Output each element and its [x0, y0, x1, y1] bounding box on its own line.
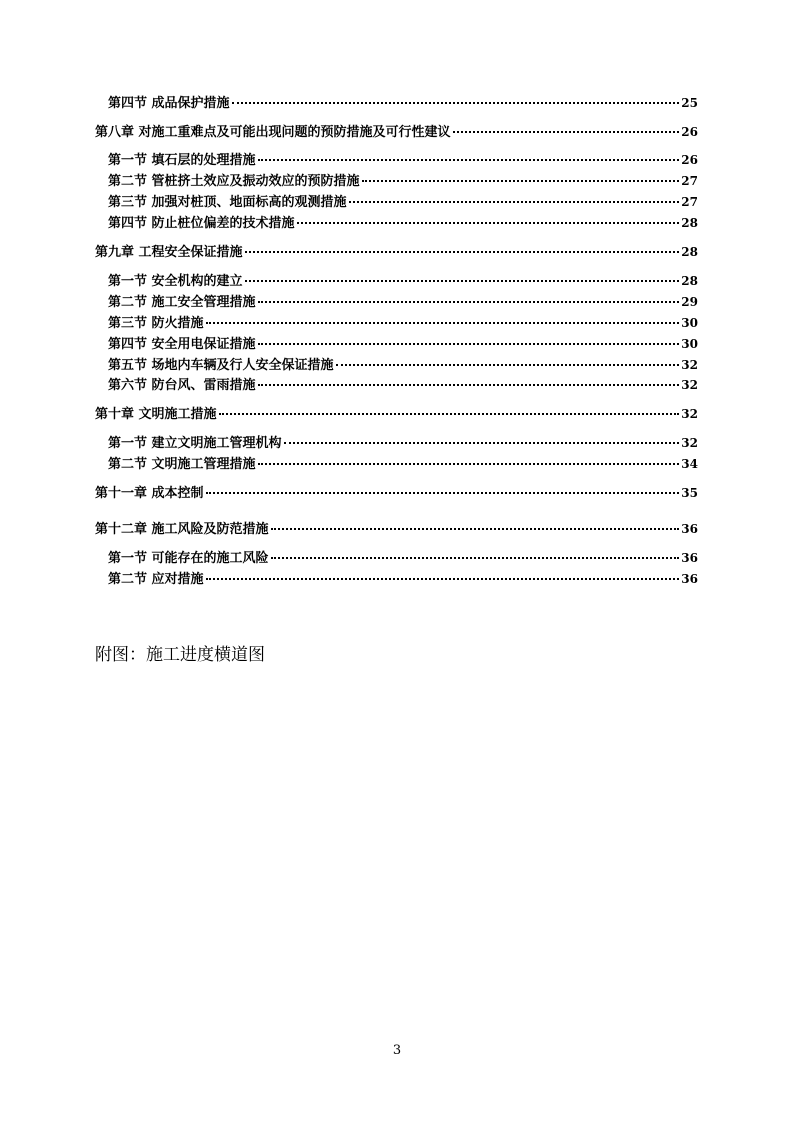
page-number: 3 [392, 1043, 402, 1058]
toc-entry[interactable] [108, 194, 698, 211]
toc-entry-title: 第十一章 成本控制 [95, 486, 204, 501]
toc-entry-page: 27 [681, 174, 698, 188]
toc-entry-page: 28 [681, 216, 698, 230]
toc-entry[interactable] [95, 124, 698, 141]
toc-entry-page: 36 [681, 522, 698, 536]
dot-leader [206, 492, 680, 494]
toc-entry[interactable] [108, 336, 698, 353]
toc-entry-title: 第八章 对施工重难点及可能出现问题的预防措施及可行性建议 [95, 125, 451, 140]
toc-entry[interactable] [108, 215, 698, 232]
dot-leader [258, 384, 680, 386]
dot-leader [206, 578, 680, 580]
dot-leader [284, 442, 680, 444]
toc-entry-title: 第四节 防止桩位偏差的技术措施 [108, 216, 295, 231]
toc-entry-page: 32 [681, 436, 698, 450]
toc-entry[interactable] [95, 485, 698, 502]
toc-entry-page: 26 [681, 125, 698, 139]
dot-leader [258, 301, 680, 303]
dot-leader [206, 322, 680, 324]
dot-leader [453, 131, 680, 133]
toc-entry[interactable] [108, 435, 698, 452]
dot-leader [258, 463, 680, 465]
toc-entry-title: 第一节 安全机构的建立 [108, 274, 243, 289]
toc-entry[interactable] [108, 273, 698, 290]
dot-leader [245, 251, 680, 253]
dot-leader [349, 201, 680, 203]
toc-entry[interactable] [95, 521, 698, 538]
toc-entry-title: 第十二章 施工风险及防范措施 [95, 522, 269, 537]
toc-entry-page: 36 [681, 572, 698, 586]
toc-entry-page: 32 [681, 407, 698, 421]
dot-leader [258, 343, 680, 345]
toc-entry-title: 第一节 填石层的处理措施 [108, 153, 256, 168]
toc-entry-page: 32 [681, 378, 698, 392]
appendix-heading: 附图：施工进度横道图 [95, 645, 265, 665]
toc-entry-title: 第五节 场地内车辆及行人安全保证措施 [108, 358, 334, 373]
toc-entry[interactable] [108, 173, 698, 190]
toc-entry-title: 第二节 管桩挤土效应及振动效应的预防措施 [108, 174, 360, 189]
toc-entry-title: 第二节 文明施工管理措施 [108, 457, 256, 472]
toc-entry[interactable] [108, 550, 698, 567]
toc-entry[interactable] [108, 294, 698, 311]
toc-entry[interactable] [95, 406, 698, 423]
toc-entry-page: 27 [681, 195, 698, 209]
toc-entry-page: 26 [681, 153, 698, 167]
toc-entry-title: 第六节 防台风、雷雨措施 [108, 378, 256, 393]
dot-leader [245, 280, 680, 282]
toc-entry-title: 第三节 防火措施 [108, 316, 204, 331]
toc-entry-page: 30 [681, 316, 698, 330]
toc-entry-page: 36 [681, 551, 698, 565]
toc-entry-title: 第四节 安全用电保证措施 [108, 337, 256, 352]
toc-entry-title: 第二节 施工安全管理措施 [108, 295, 256, 310]
toc-entry[interactable] [108, 571, 698, 588]
dot-leader [271, 528, 680, 530]
toc-entry-page: 30 [681, 337, 698, 351]
dot-leader [271, 557, 680, 559]
toc-entry-title: 第二节 应对措施 [108, 572, 204, 587]
toc-entry-title: 第四节 成品保护措施 [108, 96, 230, 111]
toc-entry-title: 第一节 可能存在的施工风险 [108, 551, 269, 566]
toc-entry-page: 28 [681, 274, 698, 288]
toc-entry-title: 第一节 建立文明施工管理机构 [108, 436, 282, 451]
toc-entry[interactable] [108, 456, 698, 473]
toc-entry-title: 第十章 文明施工措施 [95, 407, 217, 422]
toc-entry[interactable] [108, 95, 698, 112]
toc-entry-page: 25 [681, 96, 698, 110]
toc-entry-page: 35 [681, 486, 698, 500]
dot-leader [232, 102, 680, 104]
dot-leader [362, 180, 680, 182]
toc-entry-page: 29 [681, 295, 698, 309]
dot-leader [219, 413, 680, 415]
toc-entry-page: 32 [681, 358, 698, 372]
toc-entry-title: 第三节 加强对桩顶、地面标高的观测措施 [108, 195, 347, 210]
toc-entry[interactable] [95, 244, 698, 261]
toc-entry[interactable] [108, 357, 698, 374]
toc-entry[interactable] [108, 315, 698, 332]
dot-leader [297, 222, 680, 224]
toc-entry[interactable] [108, 152, 698, 169]
dot-leader [336, 364, 680, 366]
toc-entry-page: 34 [681, 457, 698, 471]
toc-entry[interactable] [108, 377, 698, 394]
toc-entry-page: 28 [681, 245, 698, 259]
toc-entry-title: 第九章 工程安全保证措施 [95, 245, 243, 260]
dot-leader [258, 159, 680, 161]
